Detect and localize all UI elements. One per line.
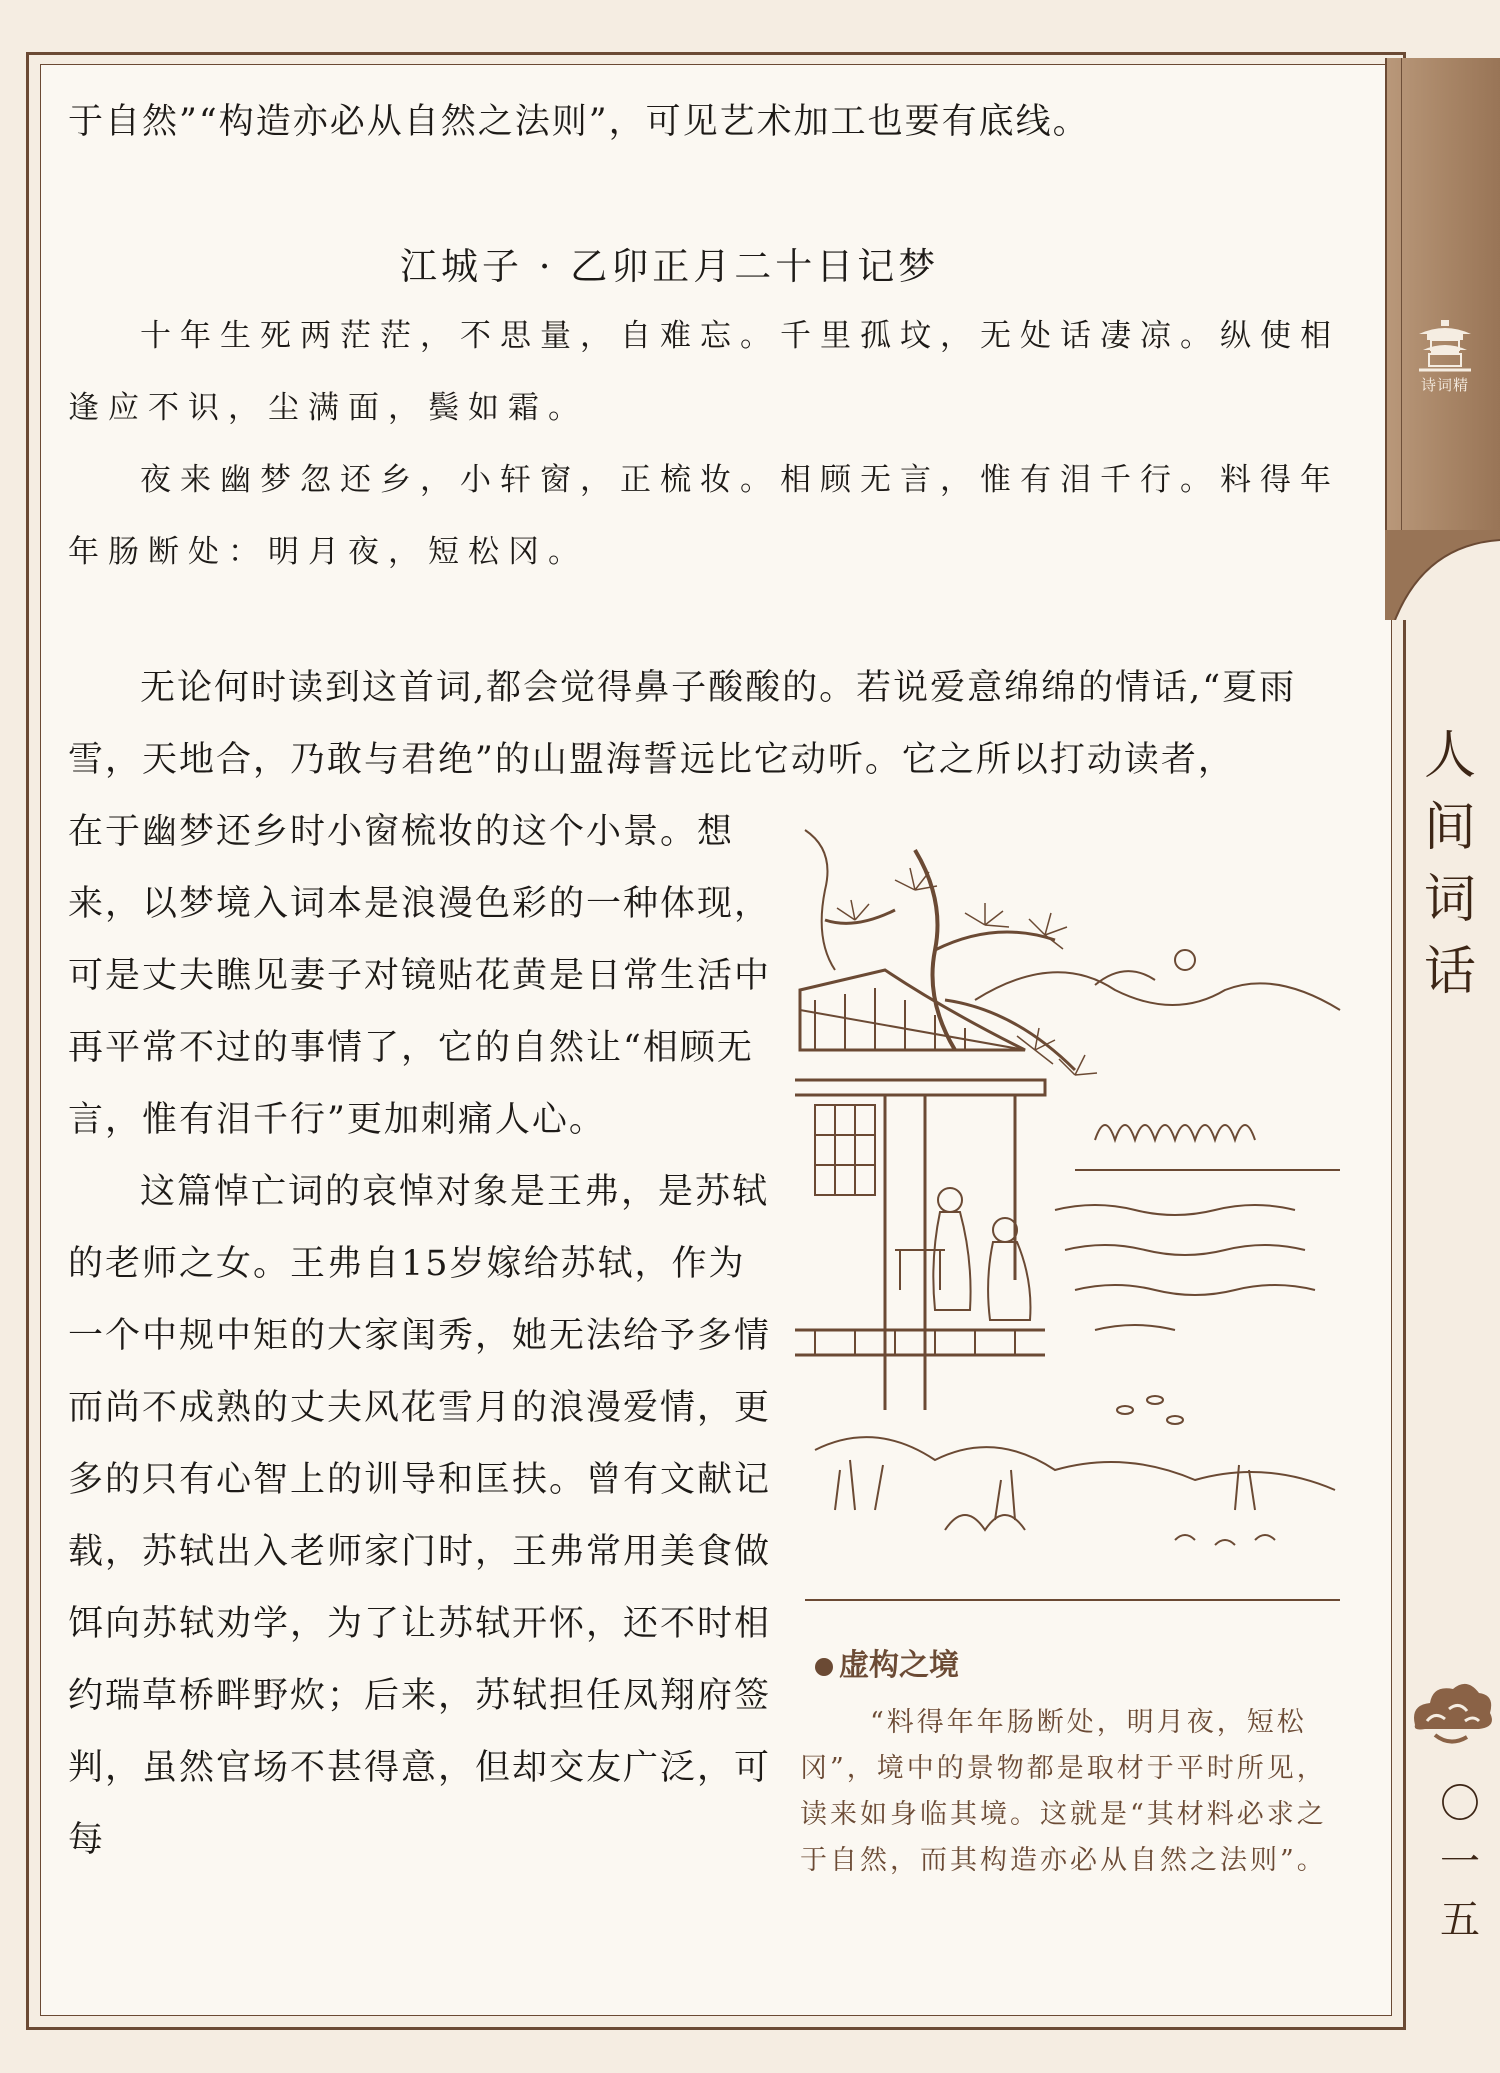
page-number-char: 一	[1440, 1839, 1480, 1885]
cloud-ornament-icon	[1405, 1675, 1495, 1755]
side-tab	[1385, 58, 1500, 533]
book-title-char: 词	[1423, 870, 1476, 930]
essay-paragraph-2: 这篇悼亡词的哀悼对象是王弗，是苏轼的老师之女。王弗自15岁嫁给苏轼，作为一个中规中矩的大家闺秀，她无法给予多情而尚不成熟的丈夫风花雪月的浪漫爱情，更多的只有心智上的训导和匡扶。曾有文献记载，苏轼出入老师家门时，王弗常用美食做饵向苏轼劝学，为了让苏轼开怀，还不时相约瑞草桥畔野炊；后来，苏轼担任凤翔府签判，虽然官场不甚得意，但却交友广泛，可每	[68, 1172, 772, 1860]
continued-text-line: 于自然”“构造亦必从自然之法则”，可见艺术加工也要有底线。	[68, 102, 1090, 142]
page-number-char: 〇	[1440, 1781, 1480, 1827]
poem-title: 江城子 · 乙卯正月二十日记梦	[400, 245, 940, 288]
caption-title-text: 虚构之境	[839, 1648, 959, 1683]
book-title-char: 人	[1423, 726, 1476, 786]
pavilion-icon	[1415, 320, 1475, 372]
essay-line: 无论何时读到这首词,都会觉得鼻子酸酸的。若说爱意绵绵的情话,“夏雨雪，天地合，乃敢与君绝”的山盟海誓远比它动听。它之所以打动读者，	[68, 668, 1297, 780]
pavilion-logo	[1400, 320, 1490, 410]
essay-paragraph-1-lead	[68, 652, 1348, 796]
bullet-dot-icon	[815, 1658, 833, 1676]
caption-title	[815, 1640, 959, 1684]
caption-text	[800, 1700, 1350, 1884]
side-tab-curve	[1385, 530, 1500, 620]
book-title-char: 话	[1423, 942, 1476, 1002]
woodblock-illustration	[795, 810, 1350, 1610]
poem-stanza-1: 十年生死两茫茫，不思量，自难忘。千里孤坟，无处话凄凉。纵使相逢应不识，尘满面，鬓如霜。	[68, 318, 1340, 426]
book-title	[1410, 720, 1490, 1008]
page-number-char: 五	[1440, 1897, 1480, 1943]
essay-column	[68, 796, 780, 1876]
caption-paragraph: “料得年年肠断处，明月夜，短松冈”，境中的景物都是取材于平时所见，读来如身临其境。这就是“其材料必求之于自然，而其构造亦必从自然之法则”。	[800, 1707, 1327, 1876]
book-title-char: 间	[1423, 798, 1476, 858]
poem-stanza-2: 夜来幽梦忽还乡，小轩窗，正梳妆。相顾无言，惟有泪千行。料得年年肠断处：明月夜，短松冈。	[68, 462, 1340, 570]
essay-paragraph-1-rest: 在于幽梦还乡时小窗梳妆的这个小景。想来，以梦境入词本是浪漫色彩的一种体现，可是丈夫瞧见妻子对镜贴花黄是日常生活中再平常不过的事情了，它的自然让“相顾无言，惟有泪千行”更加刺痛人心。	[68, 812, 772, 1140]
poem-body	[68, 300, 1348, 588]
pavilion-label: 诗词精	[1420, 376, 1469, 394]
page-number	[1430, 1775, 1490, 1949]
